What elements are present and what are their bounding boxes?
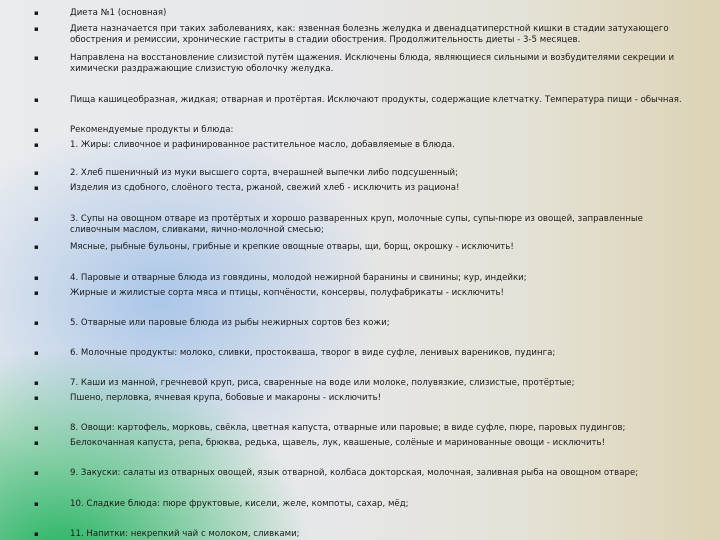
list-item: ▪ 1. Жиры: сливочное и рафинированное растительное масло, добавляемые в блюда. — [34, 140, 455, 150]
list-item: ▪ 8. Овощи: картофель, морковь, свёкла, цветная капуста, отварные или паровые; в виде суфле, пюре, паровых пудингов; — [34, 423, 626, 433]
list-item: ▪ 11. Напитки: некрепкий чай с молоком, сливками; — [34, 529, 300, 539]
list-item: ▪ Жирные и жилистые сорта мяса и птицы, копчёности, консервы, полуфабрикаты - исключить! — [34, 288, 504, 298]
bullet-icon: ▪ — [34, 184, 39, 192]
bullet-icon: ▪ — [34, 141, 39, 149]
list-item: ▪ Рекомендуемые продукты и блюда: — [34, 125, 234, 135]
list-item: ▪ 5. Отварные или паровые блюда из рыбы нежирных сортов без кожи; — [34, 318, 390, 328]
bullet-icon: ▪ — [34, 96, 39, 104]
bullet-icon: ▪ — [34, 289, 39, 297]
bullet-icon: ▪ — [34, 274, 39, 282]
bullet-icon: ▪ — [34, 9, 39, 17]
list-item: ▪ 10. Сладкие блюда: пюре фруктовые, кисели, желе, компоты, сахар, мёд; — [34, 499, 409, 509]
list-item: ▪ Диета №1 (основная) — [34, 8, 167, 18]
bullet-icon: ▪ — [34, 469, 39, 477]
bullet-icon: ▪ — [34, 500, 39, 508]
list-item: ▪ Диета назначается при таких заболеваниях, как: язвенная болезнь желудка и двенадцатиперстной кишки в стадии затухающего обострения и ремиссии, хронические гастриты в стадии обострения. Продолжительность диеты - 3-5 месяцев. — [34, 24, 669, 45]
list-item: ▪ Белокочанная капуста, репа, брюква, редька, щавель, лук, квашеные, солёные и маринованные овощи - исключить! — [34, 438, 606, 448]
list-item: ▪ 4. Паровые и отварные блюда из говядины, молодой нежирной баранины и свинины; кур, индейки; — [34, 273, 527, 283]
list-item: ▪ Направлена на восстановление слизистой путём щажения. Исключены блюда, являющиеся сильными и возбудителями секреции и химически раздражающие слизистую оболочку желудка. — [34, 53, 675, 74]
list-item: ▪ Пища кашицеобразная, жидкая; отварная и протёртая. Исключают продукты, содержащие клетчатку. Температура пищи - обычная. — [34, 95, 682, 105]
bullet-icon: ▪ — [34, 319, 39, 327]
list-item: ▪ 7. Каши из манной, гречневой круп, риса, сваренные на воде или молоке, полувязкие, слизистые, протёртые; — [34, 378, 575, 388]
bullet-icon: ▪ — [34, 424, 39, 432]
list-item: ▪ Пшено, перловка, ячневая крупа, бобовые и макароны - исключить! — [34, 393, 382, 403]
bullet-icon: ▪ — [34, 169, 39, 177]
list-item: ▪ 9. Закуски: салаты из отварных овощей, язык отварной, колбаса докторская, молочная, заливная рыба на овощном отваре; — [34, 468, 639, 478]
bullet-icon: ▪ — [34, 243, 39, 251]
bullet-icon: ▪ — [34, 530, 39, 538]
bullet-icon: ▪ — [34, 25, 39, 33]
bullet-icon: ▪ — [34, 215, 39, 223]
bullet-icon: ▪ — [34, 126, 39, 134]
list-item: ▪ 6. Молочные продукты: молоко, сливки, простокваша, творог в виде суфле, ленивых вареников, пудинга; — [34, 348, 556, 358]
list-item: ▪ Мясные, рыбные бульоны, грибные и крепкие овощные отвары, щи, борщ, окрошку - исключить! — [34, 242, 514, 252]
bullet-icon: ▪ — [34, 349, 39, 357]
bullet-icon: ▪ — [34, 439, 39, 447]
list-item: ▪ Изделия из сдобного, слоёного теста, ржаной, свежий хлеб - исключить из рациона! — [34, 183, 460, 193]
list-item: ▪ 3. Супы на овощном отваре из протёртых и хорошо разваренных круп, молочные супы, супы-пюре из овощей, заправленные сливочным маслом, сливками, яично-молочной смесью; — [34, 214, 643, 235]
bullet-icon: ▪ — [34, 54, 39, 62]
bullet-icon: ▪ — [34, 394, 39, 402]
list-item: ▪ 2. Хлеб пшеничный из муки высшего сорта, вчерашней выпечки либо подсушенный; — [34, 168, 458, 178]
bullet-icon: ▪ — [34, 379, 39, 387]
